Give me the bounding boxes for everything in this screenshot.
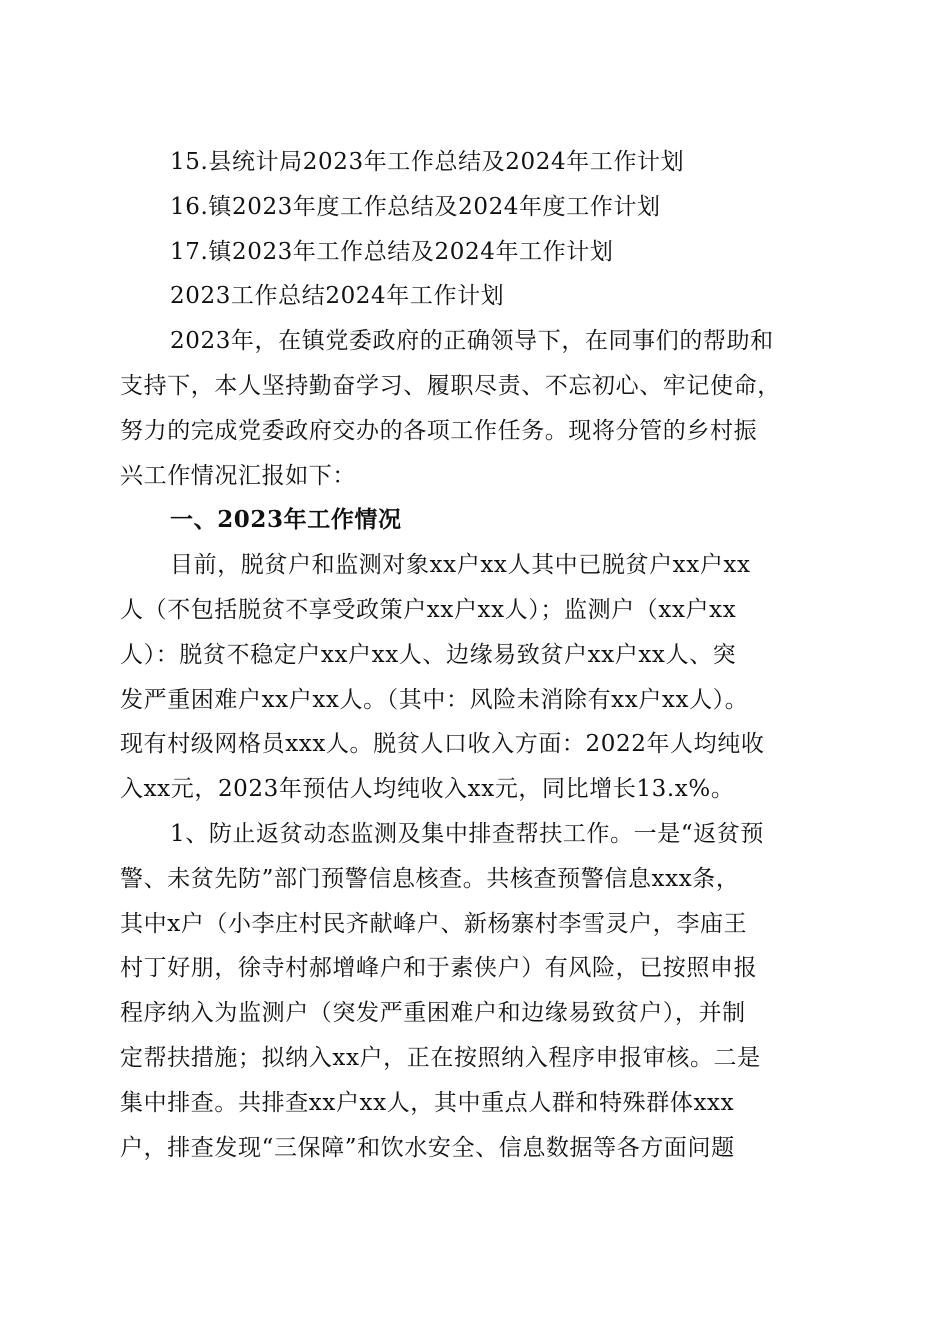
- paragraph: [120, 319, 844, 498]
- text-line: 程序纳入为监测户（突发严重困难户和边缘易致贫户），并制: [120, 1000, 746, 1027]
- document-page: [120, 140, 844, 1170]
- text-line: 人（不包括脱贫不享受政策户xx户xx人）；监测户（xx户xx: [120, 596, 737, 623]
- toc-item: 16.镇2023年度工作总结及2024年度工作计划: [170, 193, 661, 220]
- document-title: 2023工作总结2024年工作计划: [170, 283, 505, 310]
- toc-item: 15.县统计局2023年工作总结及2024年工作计划: [170, 149, 685, 175]
- text-line: 户，排查发现“三保障”和饮水安全、信息数据等各方面问题: [120, 1134, 735, 1161]
- text-line: 目前，脱贫户和监测对象xx户xx人其中已脱贫户xx户xx: [170, 552, 751, 579]
- paragraph: [120, 812, 844, 1170]
- text-line: 村丁好朋，徐寺村郝增峰户和于素侠户）有风险，已按照申报: [120, 955, 758, 982]
- text-line: 发严重困难户xx户xx人。（其中：风险未消除有xx户xx人）。: [120, 686, 749, 713]
- text-line: 定帮扶措施；拟纳入xx户，正在按照纳入程序申报审核。二是: [120, 1044, 761, 1071]
- paragraph: [120, 543, 844, 812]
- toc-item: 17.镇2023年工作总结及2024年工作计划: [170, 238, 614, 265]
- text-line: 2023年，在镇党委政府的正确领导下，在同事们的帮助和: [170, 328, 774, 355]
- text-line: 1、防止返贫动态监测及集中排查帮扶工作。一是“返贫预: [170, 820, 764, 847]
- text-line: 支持下，本人坚持勤奋学习、履职尽责、不忘初心、牢记使命，: [120, 372, 781, 399]
- text-line: 一、2023年工作情况: [170, 506, 402, 534]
- text-line: 入xx元，2023年预估人均纯收入xx元，同比增长13.x%。: [120, 776, 735, 803]
- section-heading: [120, 498, 844, 543]
- text-line: 兴工作情况汇报如下：: [120, 462, 356, 489]
- text-line: 努力的完成党委政府交办的各项工作任务。现将分管的乡村振: [120, 417, 758, 444]
- text-line: 警、未贫先防”部门预警信息核查。共核查预警信息xxx条，: [120, 865, 740, 892]
- text-line: 集中排查。共排查xx户xx人，其中重点人群和特殊群体xxx: [120, 1089, 735, 1116]
- document-body: [120, 319, 844, 1170]
- text-line: 人）：脱贫不稳定户xx户xx人、边缘易致贫户xx户xx人、突: [120, 641, 737, 668]
- text-line: 其中x户（小李庄村民齐献峰户、新杨寨村李雪灵户，李庙王: [120, 910, 748, 937]
- text-line: 现有村级网格员xxx人。脱贫人口收入方面：2022年人均纯收: [120, 731, 765, 758]
